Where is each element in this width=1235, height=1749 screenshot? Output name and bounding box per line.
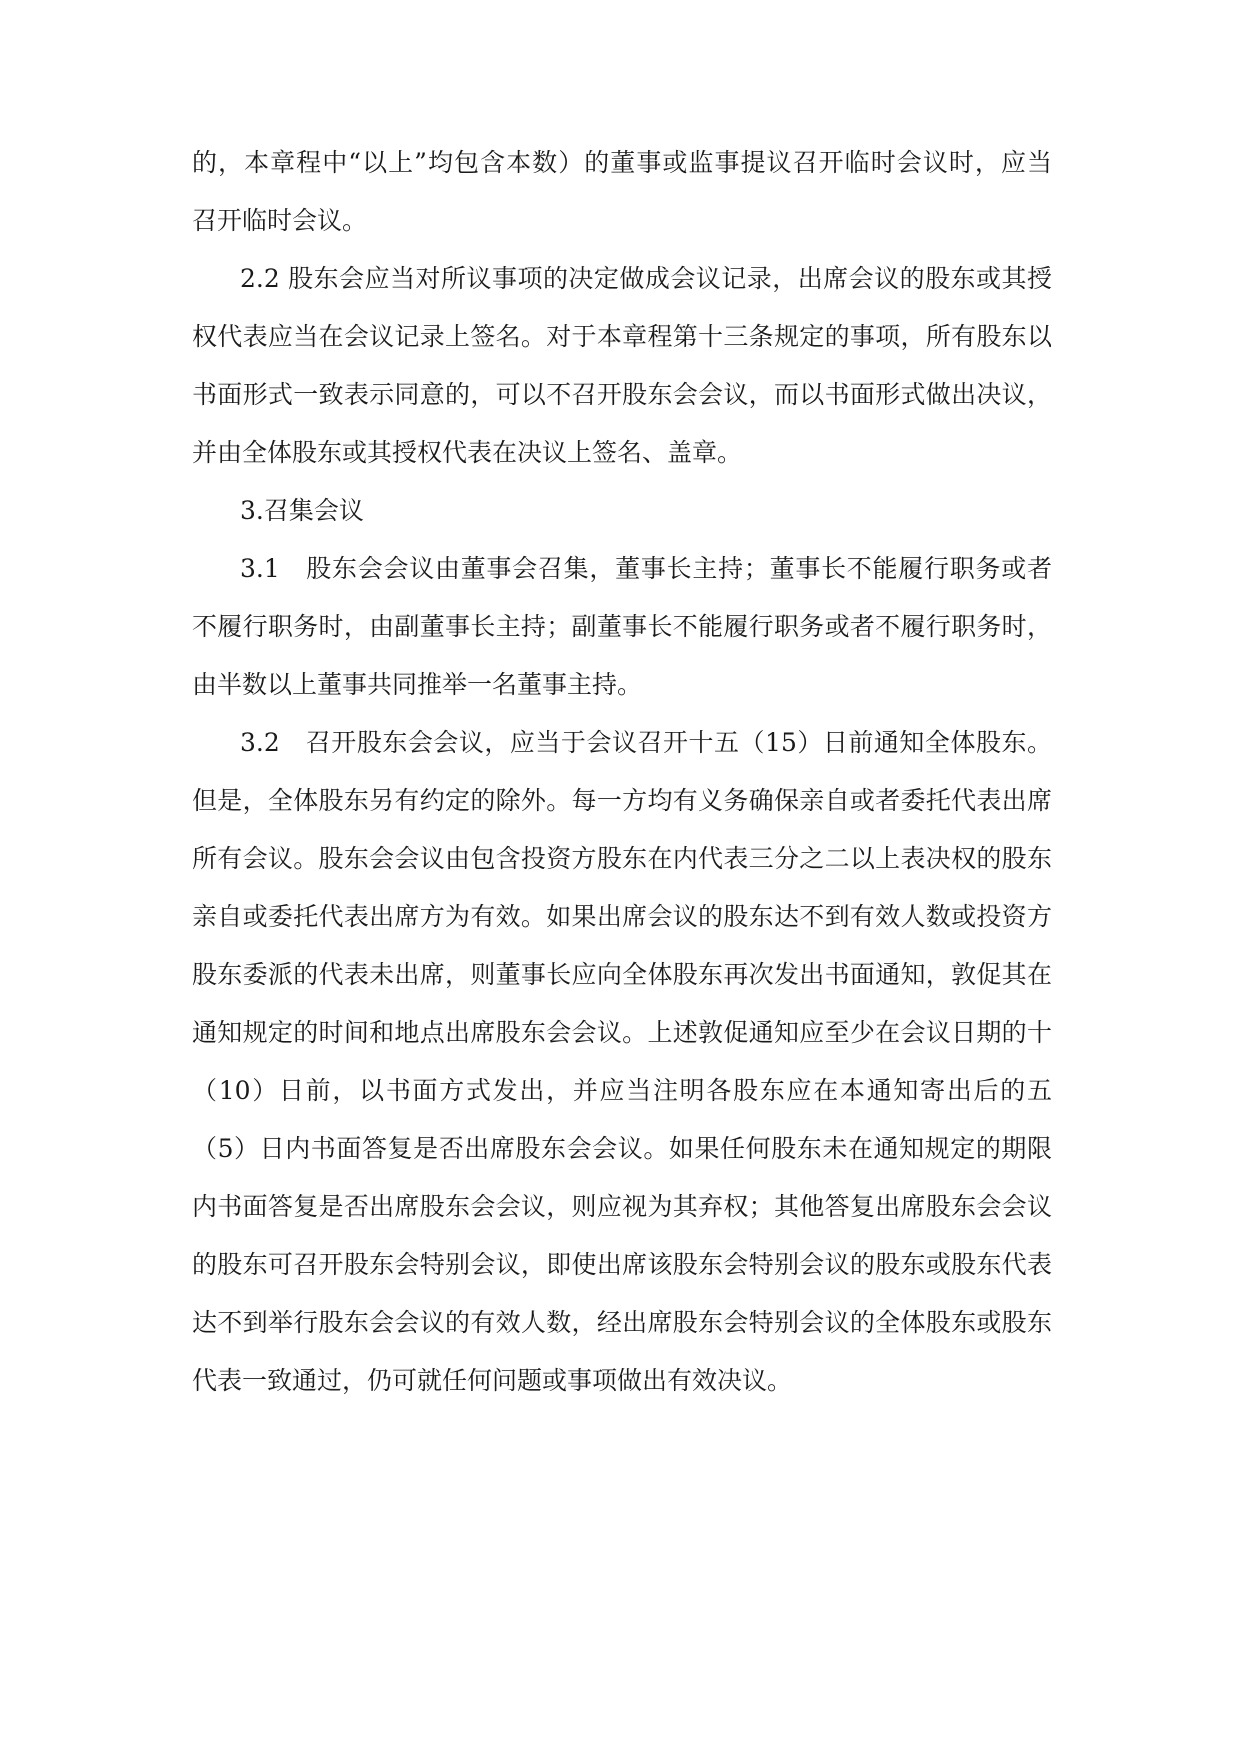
text-line: （10）日前，以书面方式发出，并应当注明各股东应在本通知寄出后的五 <box>192 1076 1052 1105</box>
section-heading: 3.召集会议 <box>240 496 364 525</box>
text-line: （5）日内书面答复是否出席股东会会议。如果任何股东未在通知规定的期限 <box>192 1134 1052 1163</box>
text-line: 的，本章程中“以上”均包含本数）的董事或监事提议召开临时会议时，应当 <box>192 148 1052 177</box>
text-line: 通知规定的时间和地点出席股东会会议。上述敦促通知应至少在会议日期的十 <box>192 1018 1052 1047</box>
text-line: 达不到举行股东会会议的有效人数，经出席股东会特别会议的全体股东或股东 <box>192 1308 1052 1337</box>
text-line: 亲自或委托代表出席方为有效。如果出席会议的股东达不到有效人数或投资方 <box>192 902 1052 931</box>
text-line: 股东委派的代表未出席，则董事长应向全体股东再次发出书面通知，敦促其在 <box>192 960 1052 989</box>
text-line: 2.2 股东会应当对所议事项的决定做成会议记录，出席会议的股东或其授 <box>240 264 1052 293</box>
text-line: 3.1 股东会会议由董事会召集，董事长主持；董事长不能履行职务或者 <box>240 554 1052 583</box>
text-line: 由半数以上董事共同推举一名董事主持。 <box>192 670 643 699</box>
text-line: 内书面答复是否出席股东会会议，则应视为其弃权；其他答复出席股东会会议 <box>192 1192 1052 1221</box>
text-line: 召开临时会议。 <box>192 206 368 235</box>
text-line: 所有会议。股东会会议由包含投资方股东在内代表三分之二以上表决权的股东 <box>192 844 1052 873</box>
text-line: 书面形式一致表示同意的，可以不召开股东会会议，而以书面形式做出决议， <box>192 380 1052 409</box>
text-line: 并由全体股东或其授权代表在决议上签名、盖章。 <box>192 438 743 467</box>
text-line: 但是，全体股东另有约定的除外。每一方均有义务确保亲自或者委托代表出席 <box>192 786 1052 815</box>
text-line: 3.2 召开股东会会议，应当于会议召开十五（15）日前通知全体股东。 <box>240 728 1052 757</box>
text-line: 不履行职务时，由副董事长主持；副董事长不能履行职务或者不履行职务时， <box>192 612 1052 641</box>
text-line: 代表一致通过，仍可就任何问题或事项做出有效决议。 <box>192 1366 793 1395</box>
text-line: 的股东可召开股东会特别会议，即使出席该股东会特别会议的股东或股东代表 <box>192 1250 1052 1279</box>
text-line: 权代表应当在会议记录上签名。对于本章程第十三条规定的事项，所有股东以 <box>192 322 1052 351</box>
